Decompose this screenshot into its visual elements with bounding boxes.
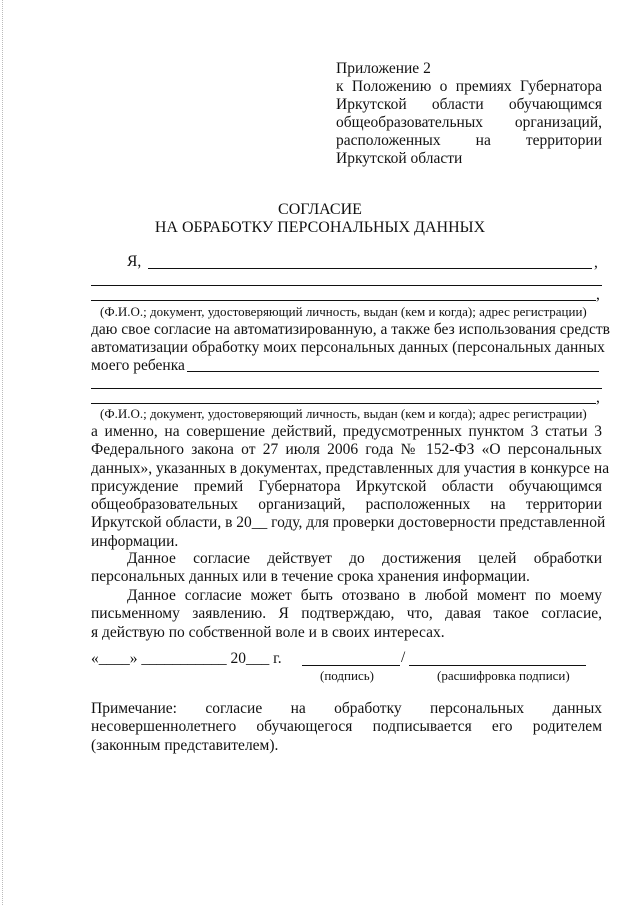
- date-line[interactable]: «____» ___________ 20___ г.: [91, 650, 282, 667]
- signature-line[interactable]: [302, 665, 400, 666]
- child-label: моего ребенка: [91, 357, 185, 374]
- ya-label: Я,: [127, 253, 142, 270]
- comma: ,: [596, 389, 600, 406]
- signature-decode-caption: (расшифровка подписи): [437, 668, 570, 683]
- paragraph-validity: [91, 550, 602, 587]
- fill-line[interactable]: [91, 285, 602, 286]
- document-title: СОГЛАСИЕ: [278, 201, 362, 218]
- text-line: я действую по собственной воле и в своих интересах.: [91, 623, 445, 641]
- appendix-line: Приложение 2: [336, 60, 431, 77]
- text-line: Данное согласие действует до достижения целей обработки: [127, 550, 602, 567]
- text-line: Примечание: согласие на обработку персональных данных: [91, 700, 602, 717]
- consent-line: даю свое согласие на автоматизированную, а также без использования средств: [91, 321, 610, 338]
- document-subtitle: НА ОБРАБОТКУ ПЕРСОНАЛЬНЫХ ДАННЫХ: [154, 219, 486, 236]
- appendix-header: [336, 60, 602, 168]
- appendix-line: Иркутской области обучающимся: [336, 96, 602, 113]
- consent-line: автоматизации обработку моих персональных данных (персональных данных: [91, 339, 605, 356]
- slash: /: [401, 649, 406, 666]
- child-fill-line[interactable]: [187, 371, 599, 372]
- text-line: а именно, на совершение действий, предусмотренных пунктом 3 статьи 3: [91, 423, 602, 440]
- fio-caption: (Ф.И.О.; документ, удостоверяющий личность, выдан (кем и когда); адрес регистрации): [100, 406, 587, 421]
- fill-line[interactable]: [91, 388, 602, 389]
- paragraph-purpose: [91, 423, 610, 551]
- text-line: персональных данных или в течение срока хранения информации.: [91, 568, 530, 586]
- text-line: присуждение премий Губернатора Иркутской области обучающимся: [91, 477, 602, 495]
- note: [91, 700, 602, 755]
- text-line: данных», указанных в документах, представленных для участия в конкурсе на: [91, 459, 610, 477]
- comma: ,: [594, 254, 598, 271]
- paragraph-revocation: [91, 587, 602, 642]
- text-line: информации.: [91, 532, 179, 550]
- appendix-line: к Положению о премиях Губернатора: [336, 78, 602, 95]
- left-margin-dotted-line: [2, 0, 3, 905]
- text-line: (законным представителем).: [91, 736, 279, 754]
- text-line: Федерального закона от 27 июля 2006 года № 152-ФЗ «О персональных: [91, 441, 602, 459]
- name-fill-line[interactable]: [148, 268, 592, 269]
- fill-line[interactable]: [91, 403, 596, 404]
- text-line: Данное согласие может быть отозвано в любой момент по моему: [127, 587, 602, 604]
- signature-decode-line[interactable]: [409, 665, 586, 666]
- appendix-line: расположенных на территории: [336, 132, 602, 149]
- text-line: письменному заявлению. Я подтверждаю, что, давая такое согласие,: [91, 605, 602, 623]
- text-line: Иркутской области, в 20__ году, для проверки достоверности представленной: [91, 514, 606, 532]
- appendix-line: Иркутской области: [336, 150, 463, 167]
- text-line: несовершеннолетнего обучающегося подписывается его родителем: [91, 718, 602, 736]
- comma: ,: [596, 286, 600, 303]
- text-line: общеобразовательных организаций, расположенных на территории: [91, 496, 602, 514]
- fill-line[interactable]: [91, 300, 596, 301]
- signature-caption: (подпись): [320, 668, 374, 683]
- fio-caption: (Ф.И.О.; документ, удостоверяющий личность, выдан (кем и когда); адрес регистрации): [100, 304, 587, 319]
- appendix-line: общеобразовательных организаций,: [336, 114, 602, 131]
